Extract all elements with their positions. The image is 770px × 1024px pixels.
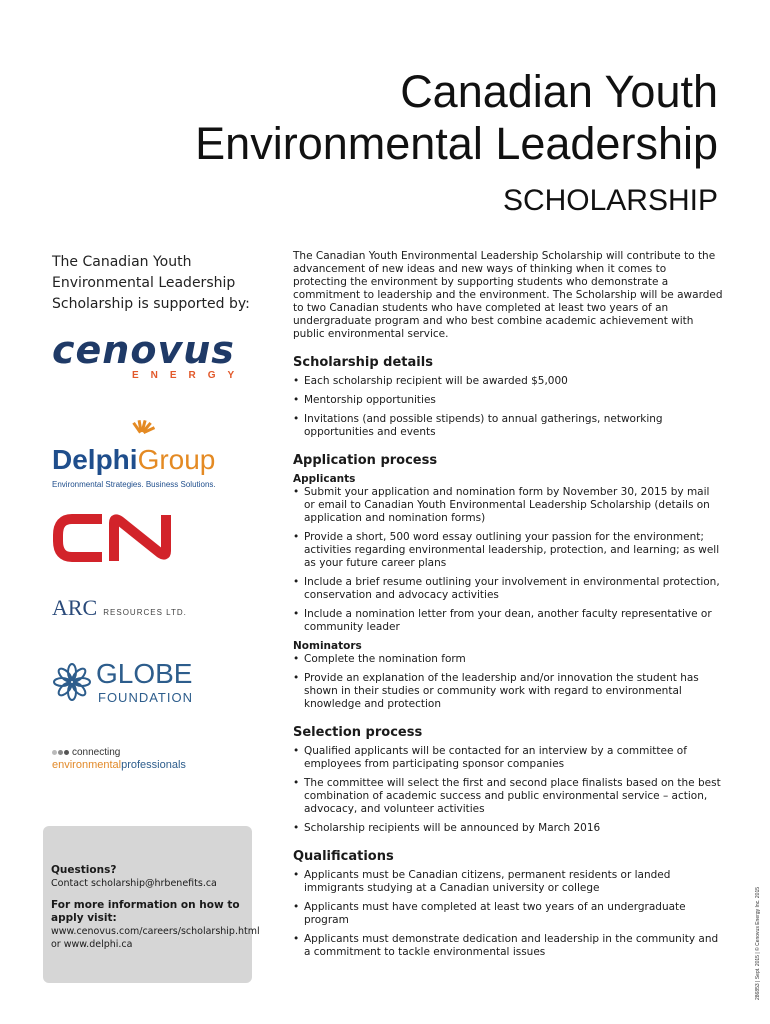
cenovus-wordmark: cenovus — [52, 328, 235, 372]
delphi-tagline: Environmental Strategies. Business Solutions. — [52, 480, 216, 489]
document-code-text: 286853 | Sept. 2015 | © Cenovus Energy Inc. 2015 — [755, 886, 761, 1000]
applicants-subheading: Applicants — [293, 473, 356, 485]
list-item: • Applicants must have completed at least two years of an undergraduate program — [293, 901, 723, 927]
list-item: • Applicants must be Canadian citizens, permanent residents or landed immigrants studying at a Canadian university or college — [293, 869, 723, 895]
document-title — [195, 66, 718, 218]
list-item: • Include a brief resume outlining your involvement in environmental protection, conservation and advocacy activities — [293, 576, 723, 602]
list-item: • Complete the nomination form — [293, 653, 723, 666]
delphi-url-link[interactable]: or www.delphi.ca — [51, 939, 133, 950]
selection-process-list — [293, 745, 723, 835]
cep-environmental-text: environmental — [52, 759, 122, 771]
globe-foundation-logo — [52, 660, 212, 710]
nominators-list — [293, 653, 723, 711]
intro-paragraph: The Canadian Youth Environmental Leadership Scholarship will contribute to the advancement of new ideas and new ways of thinking when it comes to protecting the environment by supporting students who demonstrate a commitment to leadership and the environment. The Scholarship will be awarded to two Canadian students who have completed at least two years of an undergraduate program and who best combine academic achievement with public environmental service. — [293, 250, 723, 340]
more-info-heading: For more information on how to apply visit: — [51, 899, 240, 924]
cenovus-logo — [52, 330, 246, 381]
arc-resources-logo — [52, 595, 187, 621]
list-item: • Mentorship opportunities — [293, 394, 723, 407]
list-item: • Scholarship recipients will be announced by March 2016 — [293, 822, 723, 835]
list-item: • Applicants must demonstrate dedication and leadership in the community and a commitment to tackle environmental issues — [293, 933, 723, 959]
cenovus-energy-text: ENERGY — [132, 370, 247, 381]
title-line-3: SCHOLARSHIP — [502, 184, 718, 217]
delphi-text: Delphi — [52, 444, 138, 475]
applicants-list — [293, 486, 723, 634]
group-text: Group — [137, 444, 216, 475]
cn-logo — [52, 513, 176, 567]
list-item: • Invitations (and possible stipends) to annual gatherings, networking opportunities and events — [293, 413, 723, 439]
cep-wordmark — [52, 759, 186, 771]
qualifications-list — [293, 869, 723, 959]
list-item: • The committee will select the first and second place finalists based on the best combination of academic success and public environmental service – action, advocacy, and volunteer activities — [293, 777, 723, 816]
delphi-sunburst-icon — [122, 418, 162, 450]
list-item: • Provide an explanation of the leadership and/or innovation the student has shown in their studies or community work with regard to environmental knowledge and protection — [293, 672, 723, 711]
list-item: • Each scholarship recipient will be awarded $5,000 — [293, 375, 723, 388]
list-item: • Include a nomination letter from your dean, another faculty representative or community leader — [293, 608, 723, 634]
scholarship-details-heading: Scholarship details — [293, 355, 433, 370]
globe-flower-icon — [52, 662, 92, 702]
arc-resources-text: RESOURCES LTD. — [103, 608, 187, 617]
sidebar — [52, 252, 262, 315]
qualifications-heading: Qualifications — [293, 849, 394, 864]
questions-box — [43, 826, 260, 983]
supported-by-text: The Canadian Youth Environmental Leadership Scholarship is supported by: — [52, 254, 250, 312]
foundation-text: FOUNDATION — [98, 690, 193, 705]
main-content — [293, 250, 723, 965]
list-item: • Submit your application and nomination form by November 30, 2015 by mail or email to Canadian Youth Environmental Leadership Scholarship (details on application and nomination forms) — [293, 486, 723, 525]
questions-heading: Questions? — [51, 864, 117, 876]
cenovus-url-link[interactable]: www.cenovus.com/careers/scholarship.html — [51, 926, 260, 937]
scholarship-details-list — [293, 375, 723, 439]
selection-process-heading: Selection process — [293, 725, 423, 740]
application-process-heading: Application process — [293, 453, 438, 468]
list-item: • Provide a short, 500 word essay outlining your passion for the environment; activities regarding environmental leadership, protection, and learning; as well as your future career plans — [293, 531, 723, 570]
cep-professionals-text: professionals — [121, 759, 186, 771]
list-item: • Qualified applicants will be contacted for an interview by a committee of employees from participating sponsor companies — [293, 745, 723, 771]
cep-connecting-text: connecting — [72, 747, 121, 758]
cep-logo — [52, 740, 186, 771]
cep-dots-icon — [52, 740, 70, 759]
cn-wordmark-icon — [52, 513, 176, 563]
arc-wordmark: ARC — [52, 595, 98, 620]
nominators-subheading: Nominators — [293, 640, 362, 652]
title-line-2: Environmental Leadership — [195, 118, 718, 169]
globe-wordmark: GLOBE — [96, 658, 193, 689]
delphi-group-logo — [52, 418, 216, 489]
title-line-1: Canadian Youth — [400, 66, 718, 117]
contact-email-text[interactable]: Contact scholarship@hrbenefits.ca — [51, 878, 217, 889]
